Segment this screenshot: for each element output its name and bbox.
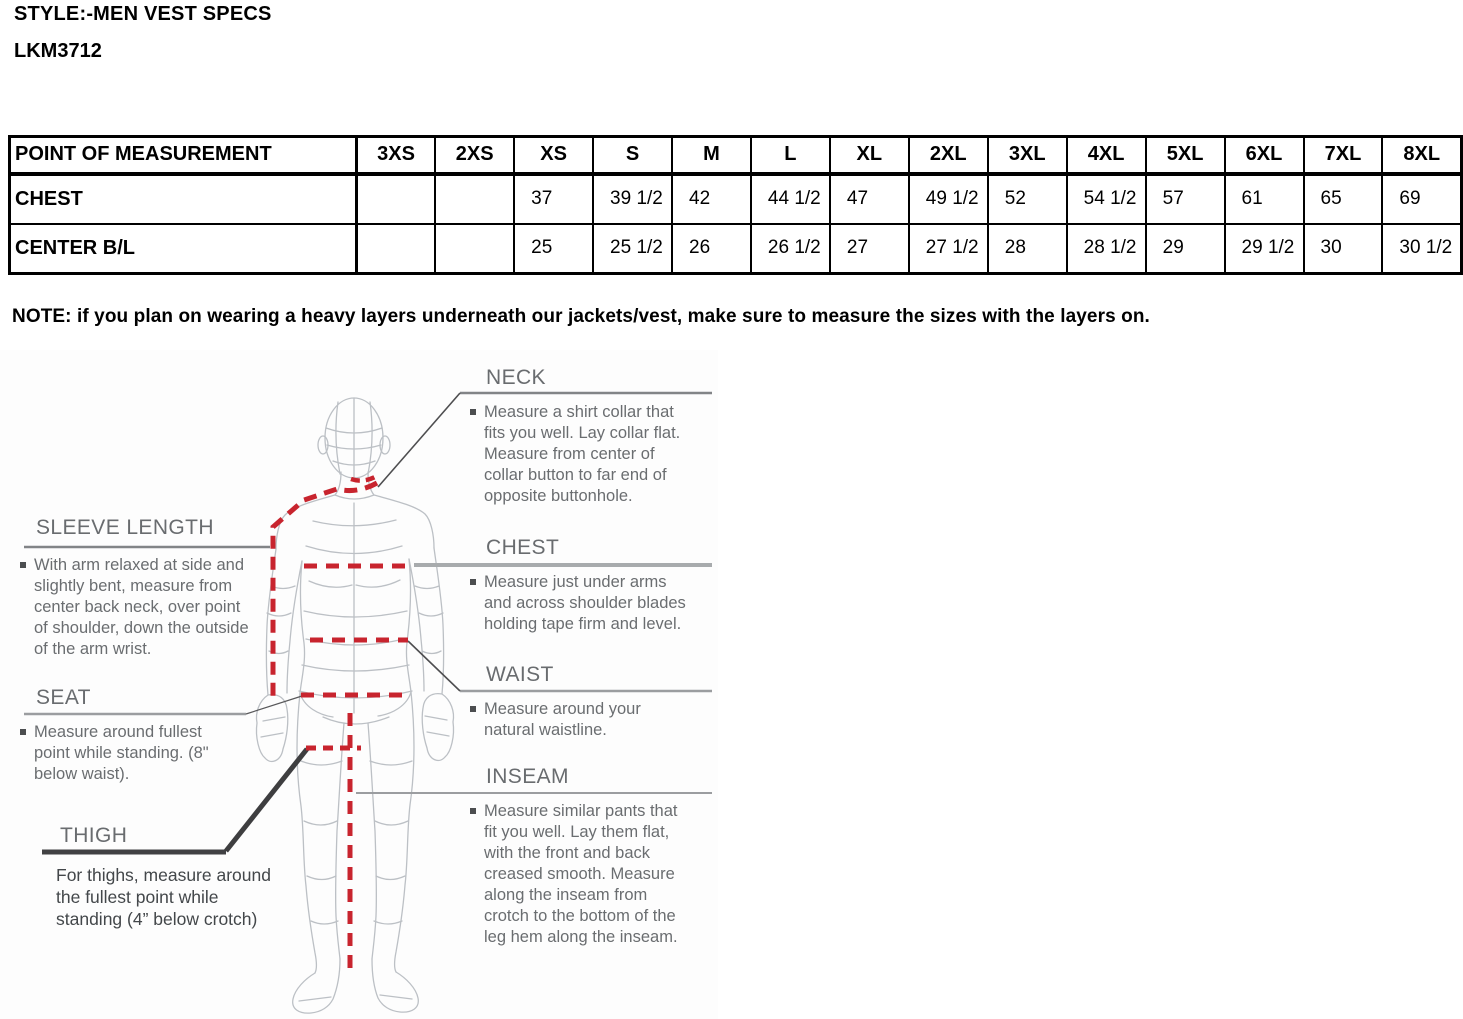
note-text: NOTE: if you plan on wearing a heavy layers underneath our jackets/vest, make sure to measure the sizes with the layers on. xyxy=(12,306,1150,327)
table-cell: 26 xyxy=(672,224,751,274)
table-cell: 28 xyxy=(988,224,1067,274)
table-cell: 28 1/2 xyxy=(1067,224,1146,274)
table-cell: 52 xyxy=(988,174,1067,224)
thigh-description: For thighs, measure around the fullest point while standing (4” below crotch) xyxy=(56,865,271,929)
table-cell: 65 xyxy=(1304,174,1383,224)
col-header-point-of-measurement: POINT OF MEASUREMENT xyxy=(10,137,357,174)
col-header-3xs: 3XS xyxy=(356,137,435,174)
waist-label: WAIST xyxy=(486,663,554,686)
thigh-label: THIGH xyxy=(60,824,128,847)
col-header-l: L xyxy=(751,137,830,174)
col-header-3xl: 3XL xyxy=(988,137,1067,174)
size-spec-table xyxy=(8,135,1463,275)
col-header-2xs: 2XS xyxy=(435,137,514,174)
col-header-4xl: 4XL xyxy=(1067,137,1146,174)
bullet-square-icon xyxy=(470,409,476,415)
table-cell: 61 xyxy=(1225,174,1304,224)
neck-description: Measure a shirt collar that fits you well. Lay collar flat. Measure from center of collar button to far end of opposite buttonhole. xyxy=(470,402,682,507)
table-cell: 49 1/2 xyxy=(909,174,988,224)
table-cell: 29 xyxy=(1146,224,1225,274)
waist-description: Measure around your natural waistline. xyxy=(470,699,675,741)
row-label: CHEST xyxy=(10,174,357,224)
col-header-5xl: 5XL xyxy=(1146,137,1225,174)
inseam-description: Measure similar pants that fit you well. Lay them flat, with the front and back creased smooth. Measure along the inseam from crotch to the bottom of the leg hem along the inseam. xyxy=(470,801,690,948)
chest-label: CHEST xyxy=(486,536,560,559)
col-header-6xl: 6XL xyxy=(1225,137,1304,174)
table-cell: 30 xyxy=(1304,224,1383,274)
table-cell: 26 1/2 xyxy=(751,224,830,274)
table-cell: 27 xyxy=(830,224,909,274)
table-cell: 37 xyxy=(514,174,593,224)
bullet-square-icon xyxy=(470,808,476,814)
row-label: CENTER B/L xyxy=(10,224,357,274)
measurement-diagram xyxy=(0,350,718,1019)
table-cell: 25 xyxy=(514,224,593,274)
col-header-xl: XL xyxy=(830,137,909,174)
style-code: LKM3712 xyxy=(14,40,102,62)
table-cell: 39 1/2 xyxy=(593,174,672,224)
neck-label: NECK xyxy=(486,366,546,389)
col-header-7xl: 7XL xyxy=(1304,137,1383,174)
sleeve-length-label: SLEEVE LENGTH xyxy=(36,516,214,539)
table-cell: 69 xyxy=(1382,174,1461,224)
table-cell xyxy=(356,224,435,274)
col-header-xs: XS xyxy=(514,137,593,174)
bullet-square-icon xyxy=(20,562,26,568)
seat-label: SEAT xyxy=(36,686,91,709)
table-cell: 30 1/2 xyxy=(1382,224,1461,274)
col-header-8xl: 8XL xyxy=(1382,137,1461,174)
table-cell: 42 xyxy=(672,174,751,224)
table-cell: 57 xyxy=(1146,174,1225,224)
inseam-label: INSEAM xyxy=(486,765,569,788)
table-cell: 54 1/2 xyxy=(1067,174,1146,224)
seat-description: Measure around fullest point while standing. (8" below waist). xyxy=(20,722,225,785)
bullet-square-icon xyxy=(470,579,476,585)
sleeve-length-description: With arm relaxed at side and slightly bent, measure from center back neck, over point of shoulder, down the outside of the arm wrist. xyxy=(20,555,258,660)
col-header-s: S xyxy=(593,137,672,174)
table-cell: 27 1/2 xyxy=(909,224,988,274)
style-title: STYLE:-MEN VEST SPECS xyxy=(14,3,272,25)
col-header-m: M xyxy=(672,137,751,174)
table-cell xyxy=(435,224,514,274)
table-row-center-bl xyxy=(10,224,1462,274)
table-cell xyxy=(356,174,435,224)
table-cell: 25 1/2 xyxy=(593,224,672,274)
table-header-row xyxy=(10,137,1462,174)
table-cell: 29 1/2 xyxy=(1225,224,1304,274)
table-cell xyxy=(435,174,514,224)
table-row-chest xyxy=(10,174,1462,224)
col-header-2xl: 2XL xyxy=(909,137,988,174)
chest-description: Measure just under arms and across shoulder blades holding tape firm and level. xyxy=(470,572,688,635)
bullet-square-icon xyxy=(470,706,476,712)
bullet-square-icon xyxy=(20,729,26,735)
table-cell: 44 1/2 xyxy=(751,174,830,224)
table-cell: 47 xyxy=(830,174,909,224)
